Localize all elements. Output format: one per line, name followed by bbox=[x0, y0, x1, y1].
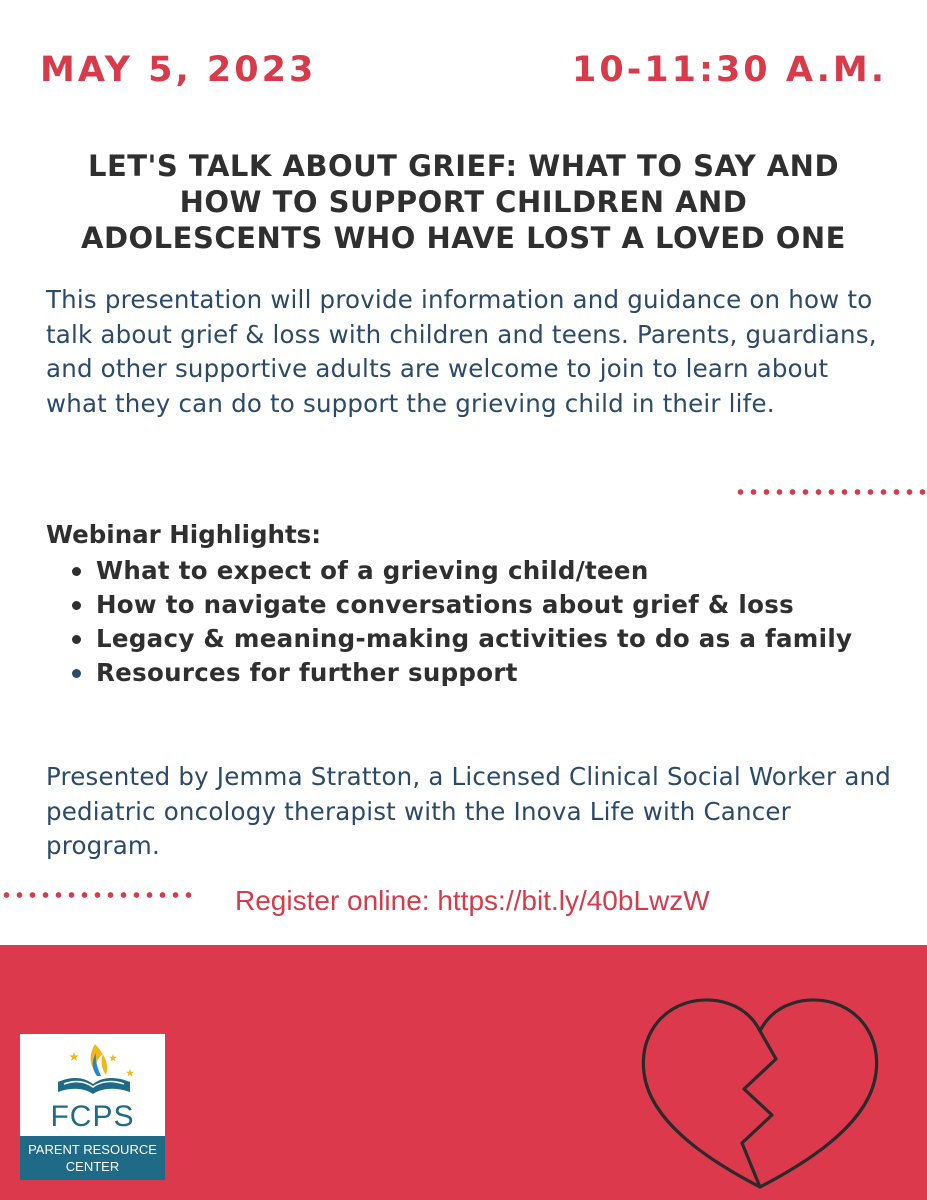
list-item-text: What to expect of a grieving child/teen bbox=[96, 556, 649, 585]
logo-subtitle bbox=[20, 1136, 165, 1180]
list-item-text: Resources for further support bbox=[96, 658, 518, 687]
bullet-icon bbox=[72, 601, 81, 610]
event-time: 10-11:30 A.M. bbox=[572, 50, 887, 90]
dotted-divider-left bbox=[0, 892, 192, 898]
register-link[interactable]: Register online: https://bit.ly/40bLwzW bbox=[235, 885, 710, 916]
fcps-logo bbox=[20, 1034, 165, 1180]
list-item bbox=[46, 554, 886, 588]
event-title bbox=[30, 148, 897, 256]
bullet-icon bbox=[72, 567, 81, 576]
list-item bbox=[46, 588, 886, 622]
logo-subtitle-line-2: CENTER bbox=[65, 1159, 120, 1174]
bullet-icon bbox=[72, 669, 81, 678]
title-line-2: HOW TO SUPPORT CHILDREN AND bbox=[179, 185, 748, 219]
bullet-icon bbox=[72, 635, 81, 644]
list-item bbox=[46, 656, 886, 690]
dotted-divider-right bbox=[734, 489, 927, 495]
highlights-list bbox=[46, 554, 886, 690]
logo-subtitle-line-1: PARENT RESOURCE bbox=[28, 1142, 157, 1157]
logo-wordmark: FCPS bbox=[50, 1100, 135, 1133]
footer-band bbox=[0, 945, 927, 1200]
broken-heart-icon bbox=[636, 991, 884, 1191]
list-item bbox=[46, 622, 886, 656]
title-line-3: ADOLESCENTS WHO HAVE LOST A LOVED ONE bbox=[81, 221, 846, 255]
highlights-heading: Webinar Highlights: bbox=[46, 520, 322, 549]
intro-paragraph: This presentation will provide information and guidance on how to talk about grief & loss with children and teens. Parents, guardians, and other supportive adults are welcome to join to learn about what they can do to support the grieving child in their life. bbox=[46, 285, 877, 418]
title-line-1: LET'S TALK ABOUT GRIEF: WHAT TO SAY AND bbox=[87, 149, 840, 183]
list-item-text: How to navigate conversations about grief & loss bbox=[96, 590, 795, 619]
list-item-text: Legacy & meaning-making activities to do as a family bbox=[96, 624, 853, 653]
event-date: MAY 5, 2023 bbox=[40, 50, 317, 90]
open-book-flame-logo-icon bbox=[40, 1042, 145, 1102]
presenter-paragraph: Presented by Jemma Stratton, a Licensed Clinical Social Worker and pediatric oncology therapist with the Inova Life with Cancer program. bbox=[46, 762, 892, 860]
